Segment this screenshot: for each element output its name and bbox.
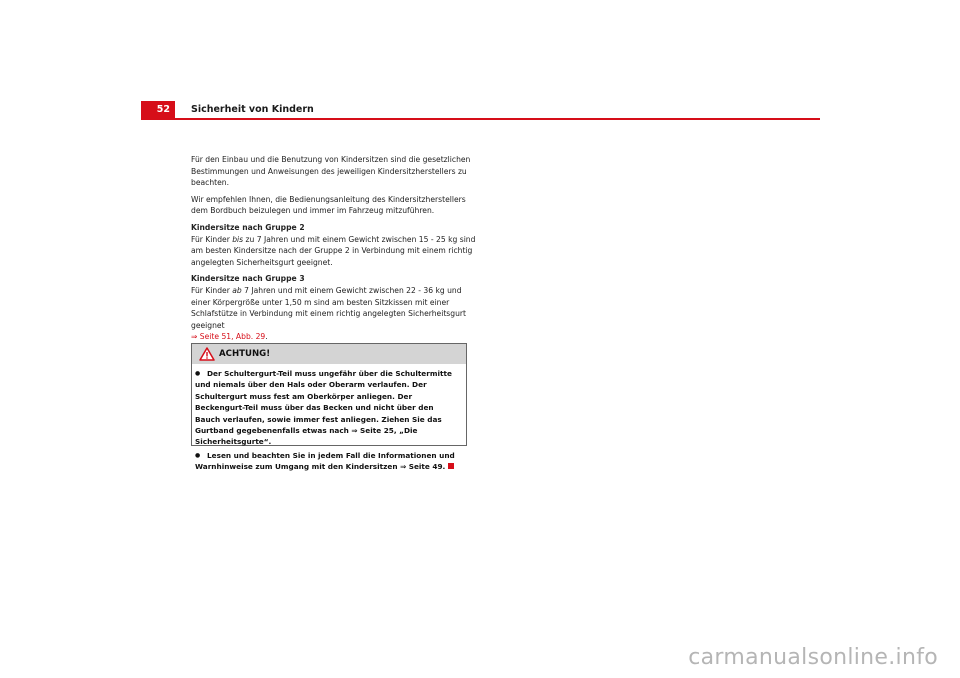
group2-text-before: Für Kinder <box>191 234 233 244</box>
header-rule <box>141 118 820 120</box>
bullet-icon: ● <box>195 451 201 459</box>
group2-emphasis: bis <box>232 234 244 244</box>
group2-paragraph <box>191 234 476 269</box>
warning-box <box>191 343 467 472</box>
page-reference-link[interactable]: ⇒ Seite 51, Abb. 29 <box>191 332 266 342</box>
group3-text-before: Für Kinder <box>191 285 233 295</box>
warning-header <box>192 344 466 364</box>
warning-item-1 <box>195 368 460 448</box>
intro-paragraph-1: Für den Einbau und die Benutzung von Kindersitzen sind die gesetzlichen Bestimmungen und Anweisungen des jeweiligen Kindersitzherstellers zu beachten. <box>191 155 471 188</box>
bullet-icon: ● <box>195 370 201 377</box>
warning-body <box>192 364 466 473</box>
page-title: Sicherheit von Kindern <box>191 104 314 115</box>
watermark: carmanualsonline.info <box>688 645 938 670</box>
group3-paragraph <box>191 285 476 343</box>
warning-item-2-text: Lesen und beachten Sie in jedem Fall die Informationen und Warnhinweise zum Umgang mit den Kindersitzen ⇒ Seite 49. <box>195 450 455 472</box>
section-end-marker-icon <box>448 463 454 469</box>
group2-text-after: zu 7 Jahren und mit einem Gewicht zwischen 15 - 25 kg sind am besten Kindersitze nach der Gruppe 2 in Verbindung mit einem richtig angelegten Sicherheitsgurt geeignet. <box>191 234 476 267</box>
group3-text-after: 7 Jahren und mit einem Gewicht zwischen 22 - 36 kg und einer Körpergröße unter 1,50 m sind am besten Sitzkissen mit einer Schlafstütze in Verbindung mit einem richtig angelegten Sicherheitsgurt geeignet <box>191 285 466 330</box>
intro-paragraph-2: Wir empfehlen Ihnen, die Bedienungsanleitung des Kindersitzherstellers dem Bordbuch beizulegen und immer im Fahrzeug mitzuführen. <box>191 194 466 216</box>
warning-item-2 <box>195 450 460 473</box>
warning-title: ACHTUNG! <box>219 349 271 359</box>
warning-item-1-text: Der Schultergurt-Teil muss ungefähr über die Schultermitte und niemals über den Hals oder Oberarm verlaufen. Der Schultergurt muss fest am Oberkörper anliegen. Der Beckengurt-Teil muss über das Becken und nicht über den Bauch verlaufen, sowie immer fest anliegen. Ziehen Sie das Gurtband gegebenenfalls etwas nach ⇒ Seite 25, „Die Sicherheitsgurte“. <box>195 369 452 447</box>
link-suffix: . <box>265 332 268 342</box>
page-number: 52 <box>141 101 175 119</box>
group3-heading: Kindersitze nach Gruppe 3 <box>191 274 305 284</box>
group2-heading: Kindersitze nach Gruppe 2 <box>191 222 305 232</box>
warning-triangle-icon <box>199 347 215 361</box>
main-content <box>191 154 476 348</box>
group3-emphasis: ab <box>232 285 242 295</box>
